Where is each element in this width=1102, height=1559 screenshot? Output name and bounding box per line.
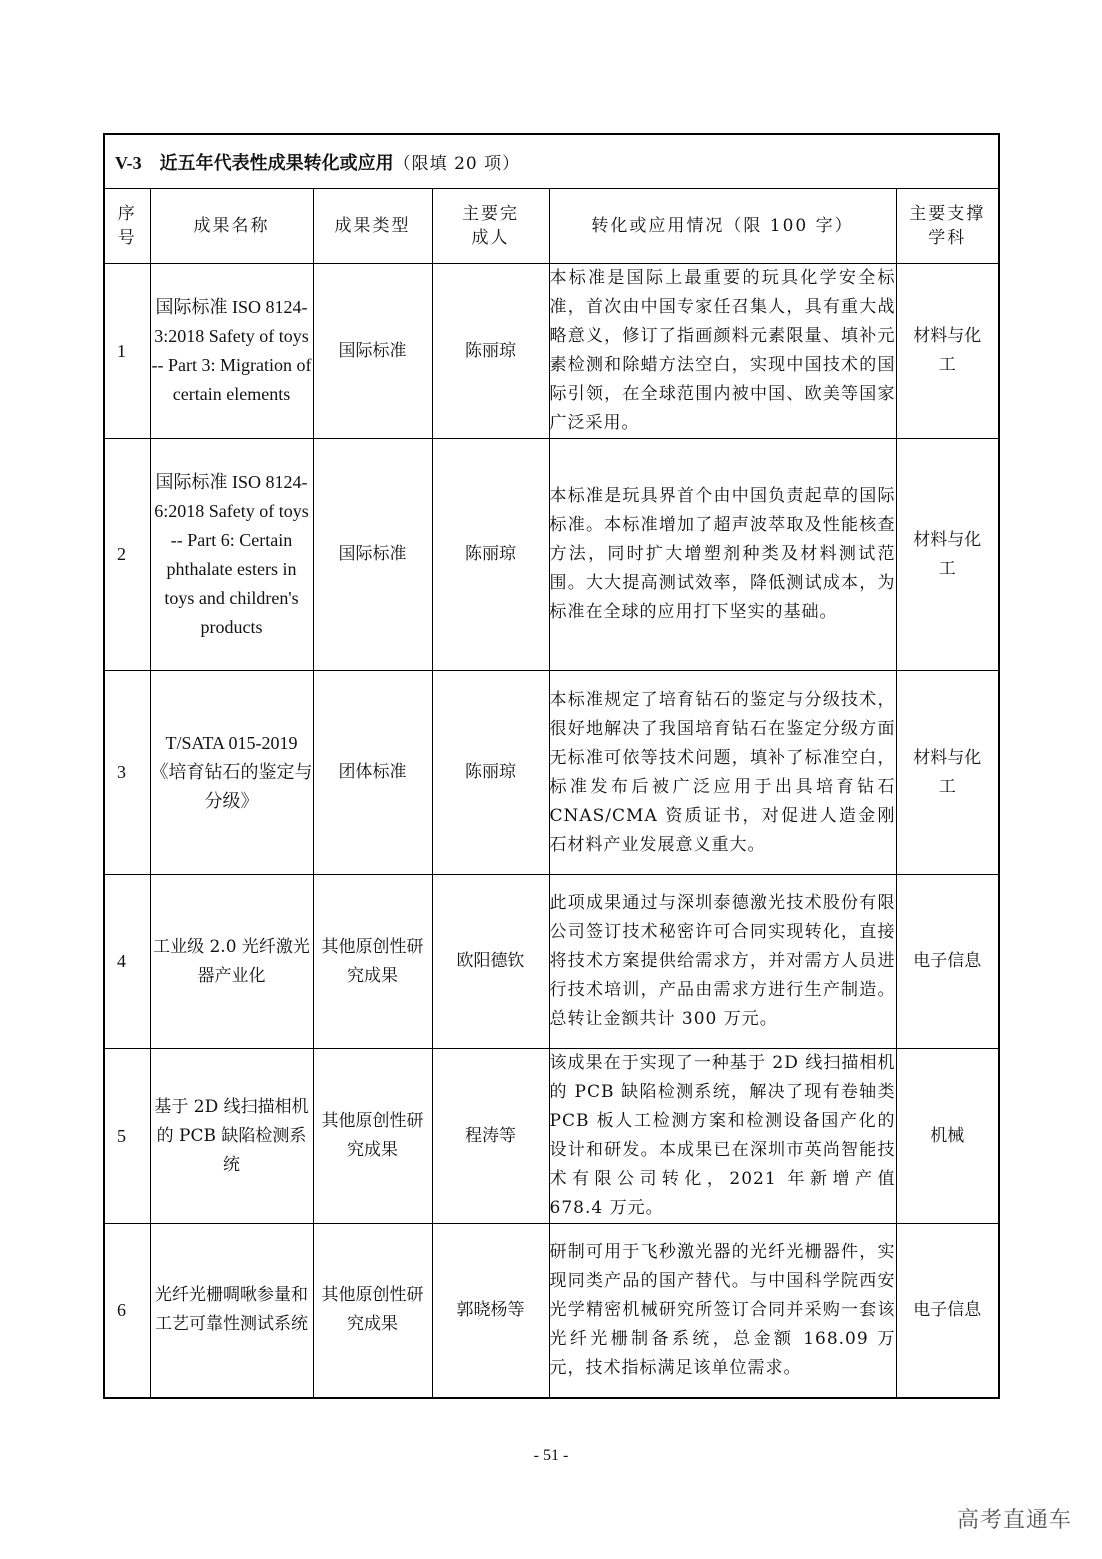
section-code: V-3 xyxy=(115,152,142,173)
row-name: T/SATA 015-2019《培育钻石的鉴定与分级》 xyxy=(150,671,313,875)
row-situation: 本标准是国际上最重要的玩具化学安全标准，首次由中国专家任召集人，具有重大战略意义，修订了指画颜料元素限量、填补元素检测和除蜡方法空白，实现中国技术的国际引领，在全球范围内被中国、欧美等国家广泛采用。 xyxy=(549,264,896,439)
row-name: 光纤光栅啁啾参量和工艺可靠性测试系统 xyxy=(150,1224,313,1398)
row-person: 陈丽琼 xyxy=(432,671,549,875)
row-index: 5 xyxy=(104,1049,150,1224)
table-row xyxy=(104,1049,999,1224)
row-situation: 研制可用于飞秒激光器的光纤光栅器件，实现同类产品的国产替代。与中国科学院西安光学精密机械研究所签订合同并采购一套该光纤光栅制备系统，总金额 168.09 万元，技术指标满足该单位需求。 xyxy=(549,1224,896,1398)
row-type: 国际标准 xyxy=(313,264,432,439)
row-situation: 本标准是玩具界首个由中国负责起草的国际标准。本标准增加了超声波萃取及性能核查方法，同时扩大增塑剂种类及材料测试范围。大大提高测试效率，降低测试成本，为标准在全球的应用打下坚实的基础。 xyxy=(549,439,896,671)
row-type: 其他原创性研究成果 xyxy=(313,875,432,1049)
row-name: 国际标准 ISO 8124-3:2018 Safety of toys -- Part 3: Migration of certain elements xyxy=(150,264,313,439)
row-discipline: 电子信息 xyxy=(896,1224,999,1398)
table-row xyxy=(104,439,999,671)
table-row xyxy=(104,671,999,875)
page-number: - 51 - xyxy=(533,1447,569,1464)
row-index: 4 xyxy=(104,875,150,1049)
row-situation: 此项成果通过与深圳泰德激光技术股份有限公司签订技术秘密许可合同实现转化，直接将技术方案提供给需求方，并对需方人员进行技术培训，产品由需求方进行生产制造。总转让金额共计 300 万元。 xyxy=(549,875,896,1049)
achievements-table xyxy=(103,133,1000,1399)
header-name: 成果名称 xyxy=(150,189,313,264)
header-situation: 转化或应用情况（限 100 字） xyxy=(549,189,896,264)
row-type: 其他原创性研究成果 xyxy=(313,1224,432,1398)
row-person: 陈丽琼 xyxy=(432,439,549,671)
row-person: 郭晓杨等 xyxy=(432,1224,549,1398)
row-name: 国际标准 ISO 8124-6:2018 Safety of toys -- Part 6: Certain phthalate esters in toys and children's products xyxy=(150,439,313,671)
row-discipline: 材料与化工 xyxy=(896,439,999,671)
row-type: 国际标准 xyxy=(313,439,432,671)
row-discipline: 材料与化工 xyxy=(896,264,999,439)
row-name: 基于 2D 线扫描相机的 PCB 缺陷检测系统 xyxy=(150,1049,313,1224)
row-type: 团体标准 xyxy=(313,671,432,875)
row-person: 欧阳德钦 xyxy=(432,875,549,1049)
row-name: 工业级 2.0 光纤激光器产业化 xyxy=(150,875,313,1049)
table-row xyxy=(104,875,999,1049)
header-index: 序号 xyxy=(104,189,150,264)
row-type: 其他原创性研究成果 xyxy=(313,1049,432,1224)
table-header-row xyxy=(104,189,999,264)
row-situation: 本标准规定了培育钻石的鉴定与分级技术，很好地解决了我国培育钻石在鉴定分级方面无标准可依等技术问题，填补了标准空白，标准发布后被广泛应用于出具培育钻石 CNAS/CMA 资质证书，对促进人造金刚石材料产业发展意义重大。 xyxy=(549,671,896,875)
row-discipline: 电子信息 xyxy=(896,875,999,1049)
header-person: 主要完成人 xyxy=(432,189,549,264)
row-person: 程涛等 xyxy=(432,1049,549,1224)
section-note: （限填 20 项） xyxy=(393,153,521,174)
row-situation: 该成果在于实现了一种基于 2D 线扫描相机的 PCB 缺陷检测系统，解决了现有卷轴类 PCB 板人工检测方案和检测设备国产化的设计和研发。本成果已在深圳市英尚智能技术有限公司转化，2021 年新增产值 678.4 万元。 xyxy=(549,1049,896,1224)
header-discipline: 主要支撑学科 xyxy=(896,189,999,264)
row-discipline: 机械 xyxy=(896,1049,999,1224)
section-title xyxy=(104,134,999,189)
row-discipline: 材料与化工 xyxy=(896,671,999,875)
header-type: 成果类型 xyxy=(313,189,432,264)
section-heading: 近五年代表性成果转化或应用 xyxy=(159,152,394,174)
row-person: 陈丽琼 xyxy=(432,264,549,439)
row-index: 3 xyxy=(104,671,150,875)
table-row xyxy=(104,264,999,439)
watermark-logo-text: 高考直通车 xyxy=(956,1508,1072,1533)
row-index: 2 xyxy=(104,439,150,671)
row-index: 1 xyxy=(104,264,150,439)
row-index: 6 xyxy=(104,1224,150,1398)
table-row xyxy=(104,1224,999,1398)
section-title-row xyxy=(104,134,999,189)
